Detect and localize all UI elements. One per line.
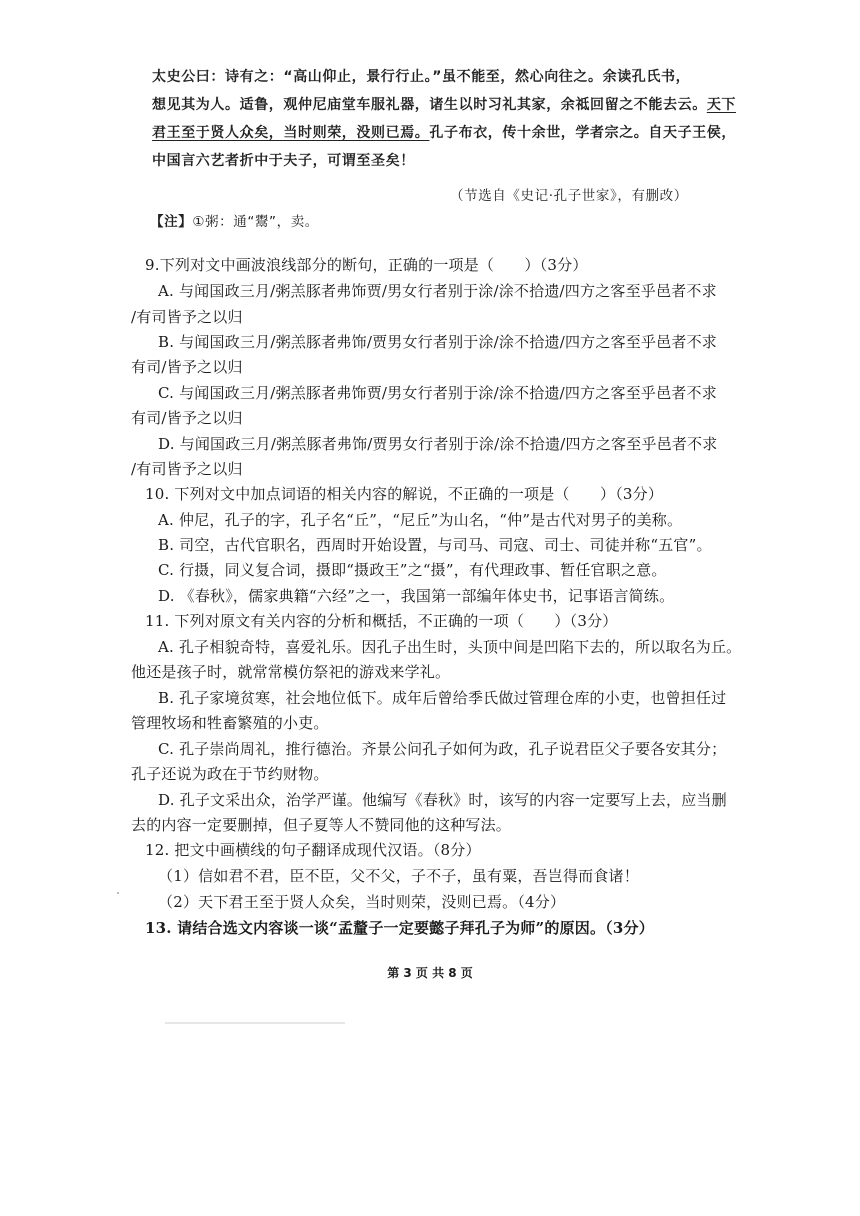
q10-stem: 10. 下列对文中加点词语的相关内容的解说，不正确的一项是（ ）（3分） [145, 485, 664, 503]
q9-option-d-line1: D. 与闻国政三月/粥羔豚者弗饰/贾男女行者别于涂/涂不拾遗/四方之客至乎邑者不求 [158, 435, 718, 453]
q12-sentence-2: （2）天下君王至于贤人众矣，当时则荣，没则已焉。（4分） [158, 893, 566, 911]
q9-option-b-line1: B. 与闻国政三月/粥羔豚者弗饰/贾男女行者别于涂/涂不拾遗/四方之客至乎邑者不求 [158, 333, 717, 351]
q11-option-c-line1: C. 孔子崇尚周礼，推行德治。齐景公问孔子如何为政，孔子说君臣父子要各安其分； [158, 740, 727, 758]
q9-option-c-line1: C. 与闻国政三月/粥羔豚者弗饰贾/男女行者别于涂/涂不拾遗/四方之客至乎邑者不求 [158, 384, 717, 402]
q11-option-a-line1: A. 孔子相貌奇特，喜爱礼乐。因孔子出生时，头顶中间是凹陷下去的，所以取名为丘。 [158, 638, 742, 656]
q10-option-b: B. 司空，古代官职名，西周时开始设置，与司马、司寇、司士、司徒并称“五官”。 [158, 536, 712, 554]
page-footer: 第 3 页 共 8 页 [387, 966, 473, 980]
q10-option-a: A. 仲尼，孔子的字，孔子名“丘”，“尼丘”为山名，“仲”是古代对男子的美称。 [158, 511, 683, 529]
scan-mark [165, 1022, 345, 1024]
underlined-sentence-end: 君王至于贤人众矣，当时则荣，没则已焉。 [152, 125, 430, 141]
passage-note [150, 212, 319, 232]
q11-option-b-line1: B. 孔子家境贫寒，社会地位低下。成年后曾给季氏做过管理仓库的小吏，也曾担任过 [158, 689, 727, 707]
passage-line-2 [152, 95, 736, 115]
passage-line-3-text: 孔子布衣，传十余世，学者宗之。自天子王侯， [429, 125, 737, 141]
q9-option-a-line2: /有司皆予之以归 [131, 308, 243, 326]
q9-option-d-line2: /有司皆予之以归 [131, 460, 243, 478]
q11-option-a-line2: 他还是孩子时，就常常模仿祭祀的游戏来学礼。 [131, 663, 451, 681]
q11-option-c-line2: 孔子还说为政在于节约财物。 [131, 765, 329, 783]
q11-option-d-line1: D. 孔子文采出众，治学严谨。他编写《春秋》时，该写的内容一定要写上去，应当删 [158, 791, 727, 809]
q13-stem: 13. 请结合选文内容谈一谈“孟釐子一定要懿子拜孔子为师”的原因。（3分） [145, 919, 654, 937]
passage-source: （节选自《史记·孔子世家》，有删改） [450, 188, 688, 204]
q11-stem: 11. 下列对原文有关内容的分析和概括，不正确的一项（ ）（3分） [145, 612, 618, 630]
q10-option-c: C. 行摄，同义复合词，摄即“摄政王”之“摄”，有代理政事、暂任官职之意。 [158, 561, 667, 579]
q12-stem: 12. 把文中画横线的句子翻译成现代汉语。（8分） [145, 841, 481, 859]
scan-dot [117, 892, 119, 894]
q11-option-d-line2: 去的内容一定要删掉，但子夏等人不赞同他的这种写法。 [131, 816, 512, 834]
passage-line-1: 太史公曰：诗有之：“高山仰止，景行行止。”虽不能至，然心向往之。余读孔氏书， [152, 69, 691, 85]
q9-stem: 9.下列对文中画波浪线部分的断句，正确的一项是（ ）（3分） [145, 256, 588, 274]
underlined-sentence-start: 天下 [706, 97, 737, 113]
passage-line-2-text: 想见其为人。适鲁，观仲尼庙堂车服礼器，诸生以时习礼其家，余祗回留之不能去云。 [152, 97, 707, 113]
q11-option-b-line2: 管理牧场和牲畜繁殖的小吏。 [131, 714, 329, 732]
note-text: ①粥：通“鬻”，卖。 [192, 214, 319, 230]
note-label: 【注】 [150, 214, 193, 230]
passage-line-4: 中国言六艺者折中于夫子，可谓至圣矣！ [152, 153, 415, 169]
q9-option-c-line2: 有司/皆予之以归 [131, 409, 243, 427]
q12-sentence-1: （1）信如君不君，臣不臣，父不父，子不子，虽有粟，吾岂得而食诸！ [158, 867, 639, 885]
passage-line-3 [152, 123, 736, 143]
q9-option-a-line1: A. 与闻国政三月/粥羔豚者弗饰贾/男女行者别于涂/涂不拾遗/四方之客至乎邑者不求 [158, 282, 717, 300]
q9-option-b-line2: 有司/皆予之以归 [131, 358, 243, 376]
q10-option-d: D. 《春秋》，儒家典籍“六经”之一，我国第一部编年体史书，记事语言简练。 [158, 587, 675, 605]
